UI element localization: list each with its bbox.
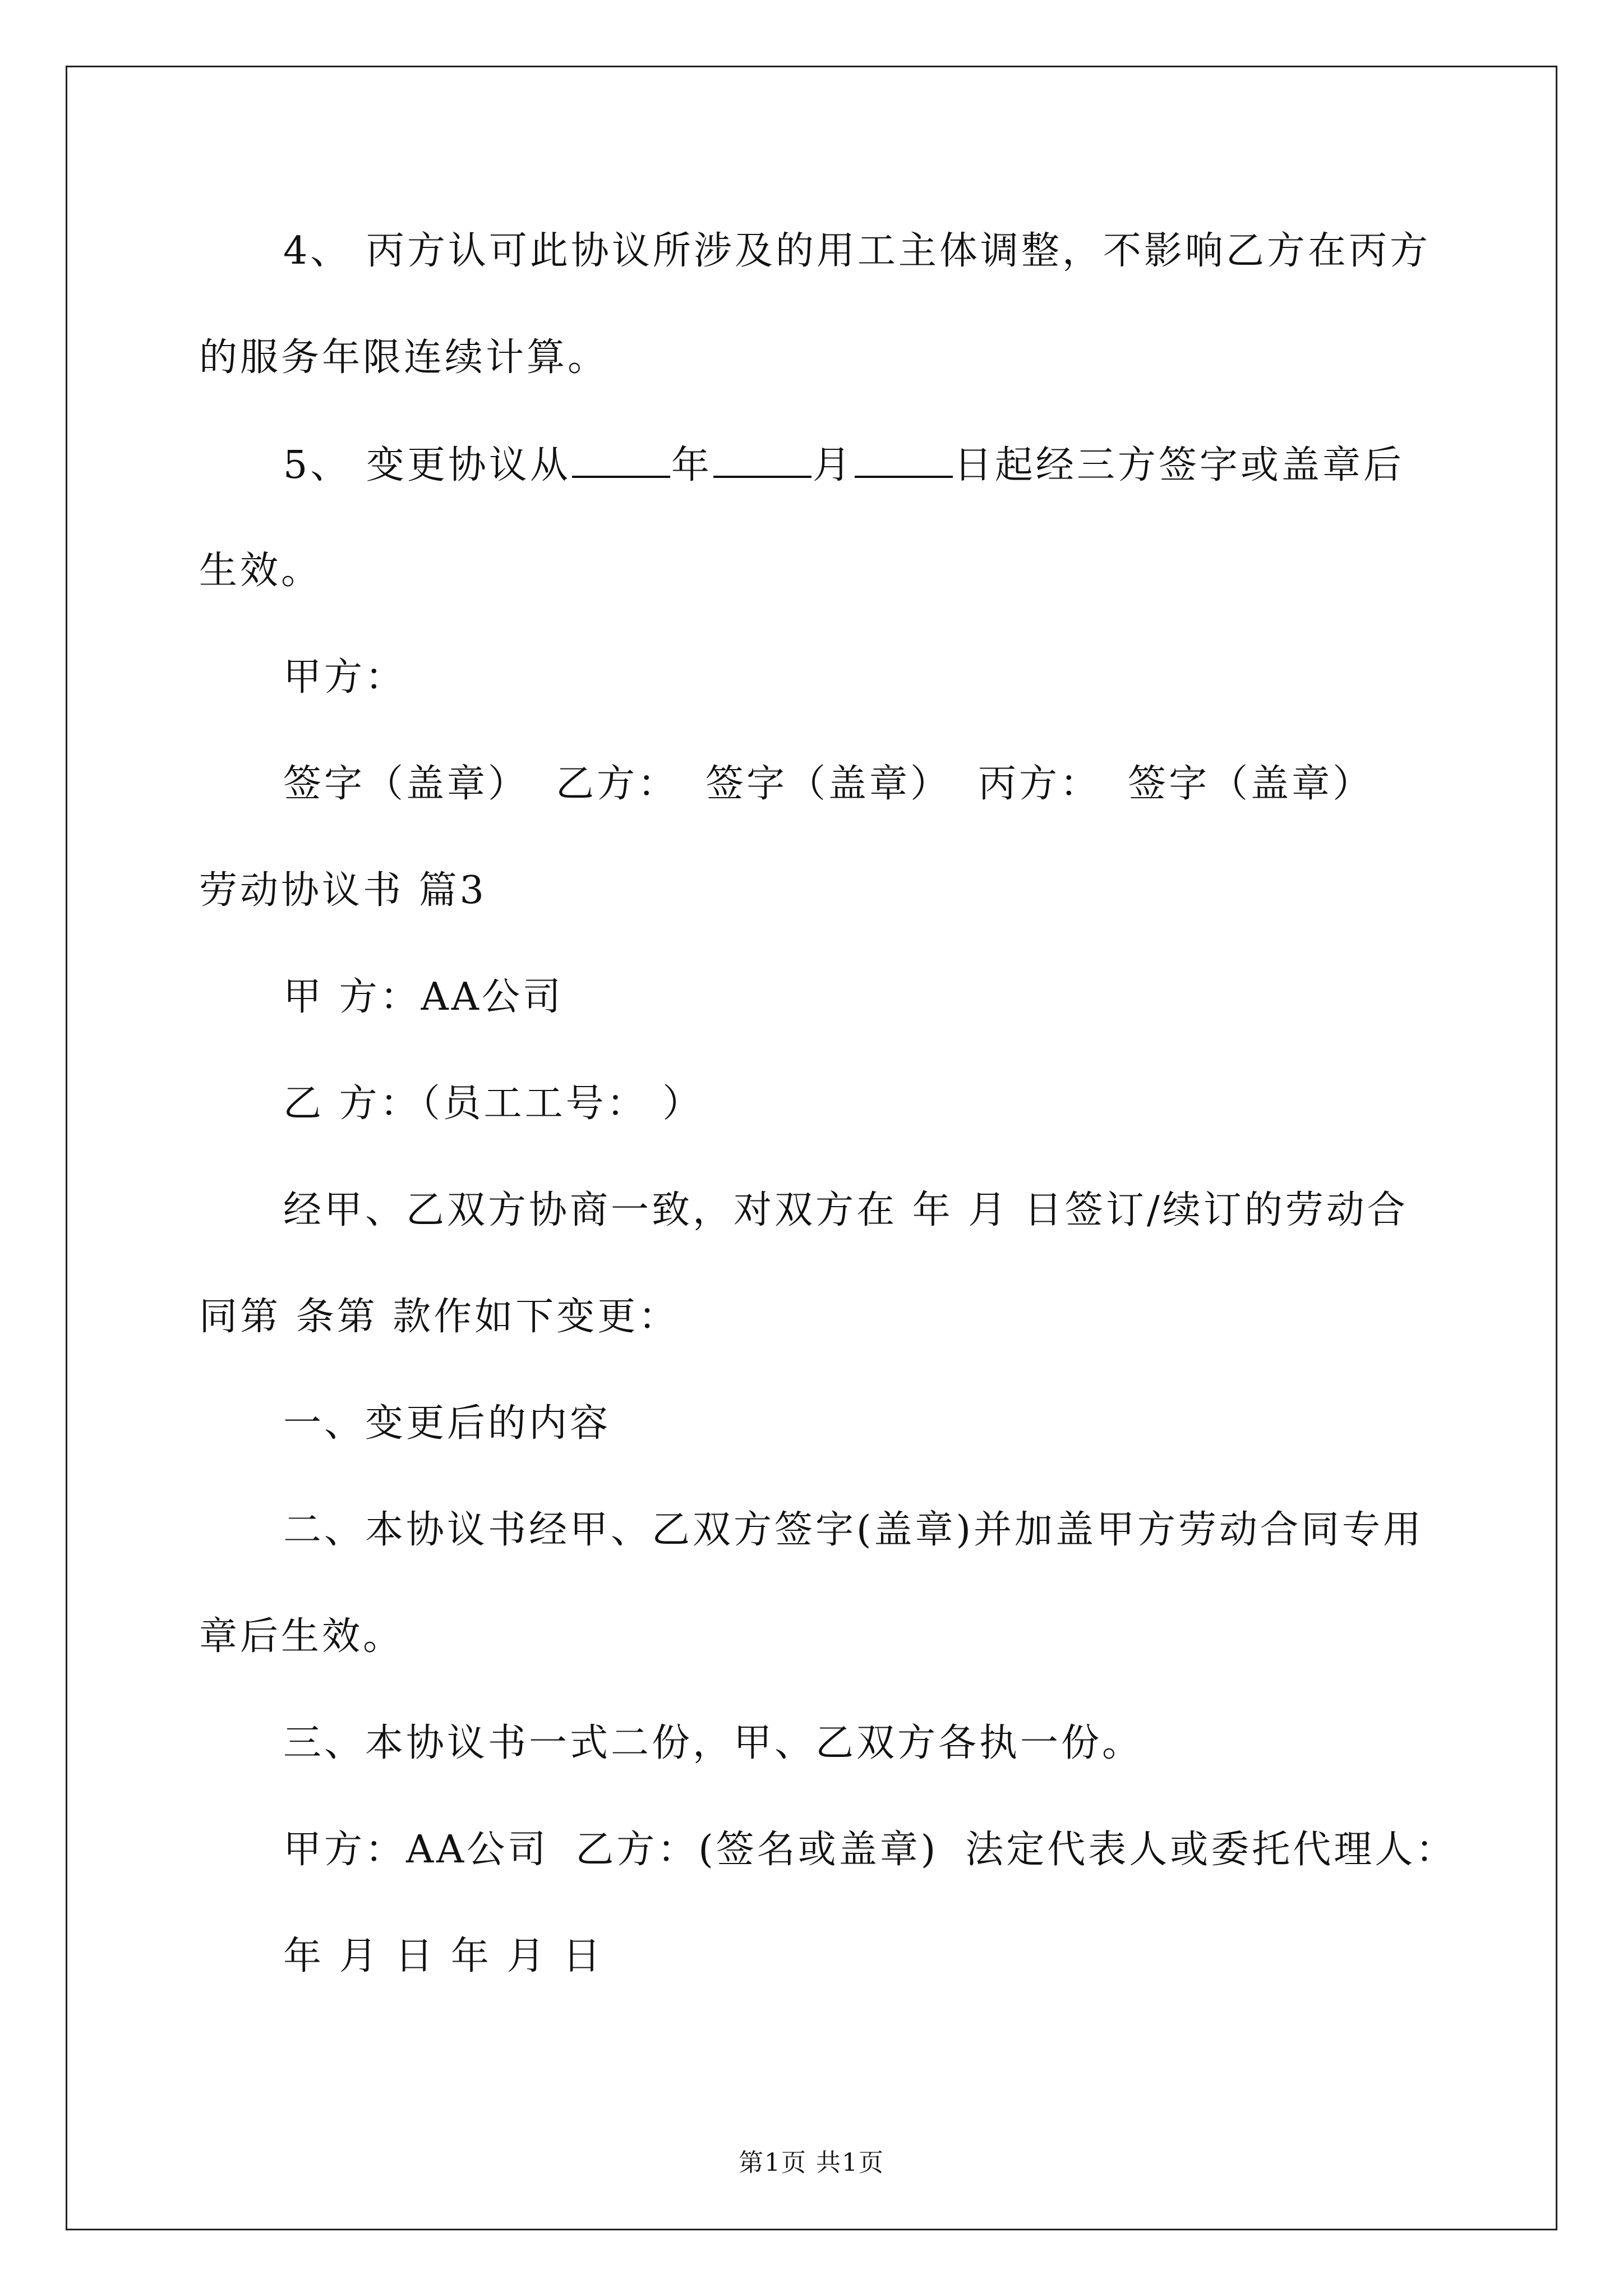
paragraph-5-prefix: 5、 变更协议从 — [283, 443, 571, 487]
intro-line-2: 同第 条第 款作如下变更： — [199, 1295, 680, 1339]
paragraph-4-line-2: 的服务年限连续计算。 — [199, 335, 609, 380]
final-sign-representative: 法定代表人或委托代理人： — [965, 1828, 1457, 1872]
item-3: 三、本协议书一式二份，甲、乙双方各执一份。 — [283, 1721, 1144, 1765]
paragraph-5-line-1 — [283, 442, 1404, 488]
page-border — [66, 66, 1557, 2230]
paragraph-4-line-1: 4、 丙方认可此协议所涉及的用工主体调整，不影响乙方在丙方 — [283, 229, 1431, 273]
page-footer: 第1页 共1页 — [739, 2148, 884, 2177]
final-sign-party-b: 乙方：(签名或盖章) — [575, 1828, 939, 1872]
item-2-line-2: 章后生效。 — [199, 1614, 404, 1659]
party-c-label: 丙方： — [978, 762, 1101, 806]
paragraph-5-year: 年 — [671, 443, 712, 487]
signature-a: 签字（盖章） — [283, 762, 529, 806]
party-b-label: 乙方： — [556, 762, 679, 806]
party-a-label: 甲方： — [283, 655, 407, 700]
month-blank — [713, 442, 811, 478]
paragraph-5-line-2: 生效。 — [199, 549, 322, 593]
intro-line-1: 经甲、乙双方协商一致，对双方在 年 月 日签订/续订的劳动合 — [283, 1188, 1408, 1232]
paragraph-5-month: 月 — [812, 443, 854, 487]
party-b-employee: 乙 方：（员工工号： ） — [283, 1082, 704, 1126]
date-line: 年 月 日 年 月 日 — [283, 1934, 604, 1978]
signature-c: 签字（盖章） — [1128, 762, 1374, 806]
day-blank — [855, 442, 953, 478]
section-3-heading: 劳动协议书 篇3 — [199, 868, 487, 913]
final-signature-row — [283, 1828, 1483, 1872]
item-1: 一、变更后的内容 — [283, 1401, 611, 1446]
paragraph-5-suffix: 日起经三方签字或盖章后 — [953, 443, 1404, 487]
signature-b: 签字（盖章） — [706, 762, 952, 806]
signature-row — [283, 762, 1400, 807]
item-2-line-1: 二、本协议书经甲、乙双方签字(盖章)并加盖甲方劳动合同专用 — [283, 1508, 1424, 1552]
year-blank — [572, 442, 670, 478]
party-a-company: 甲 方：AA公司 — [283, 975, 564, 1019]
final-sign-party-a: 甲方：AA公司 — [283, 1828, 549, 1872]
